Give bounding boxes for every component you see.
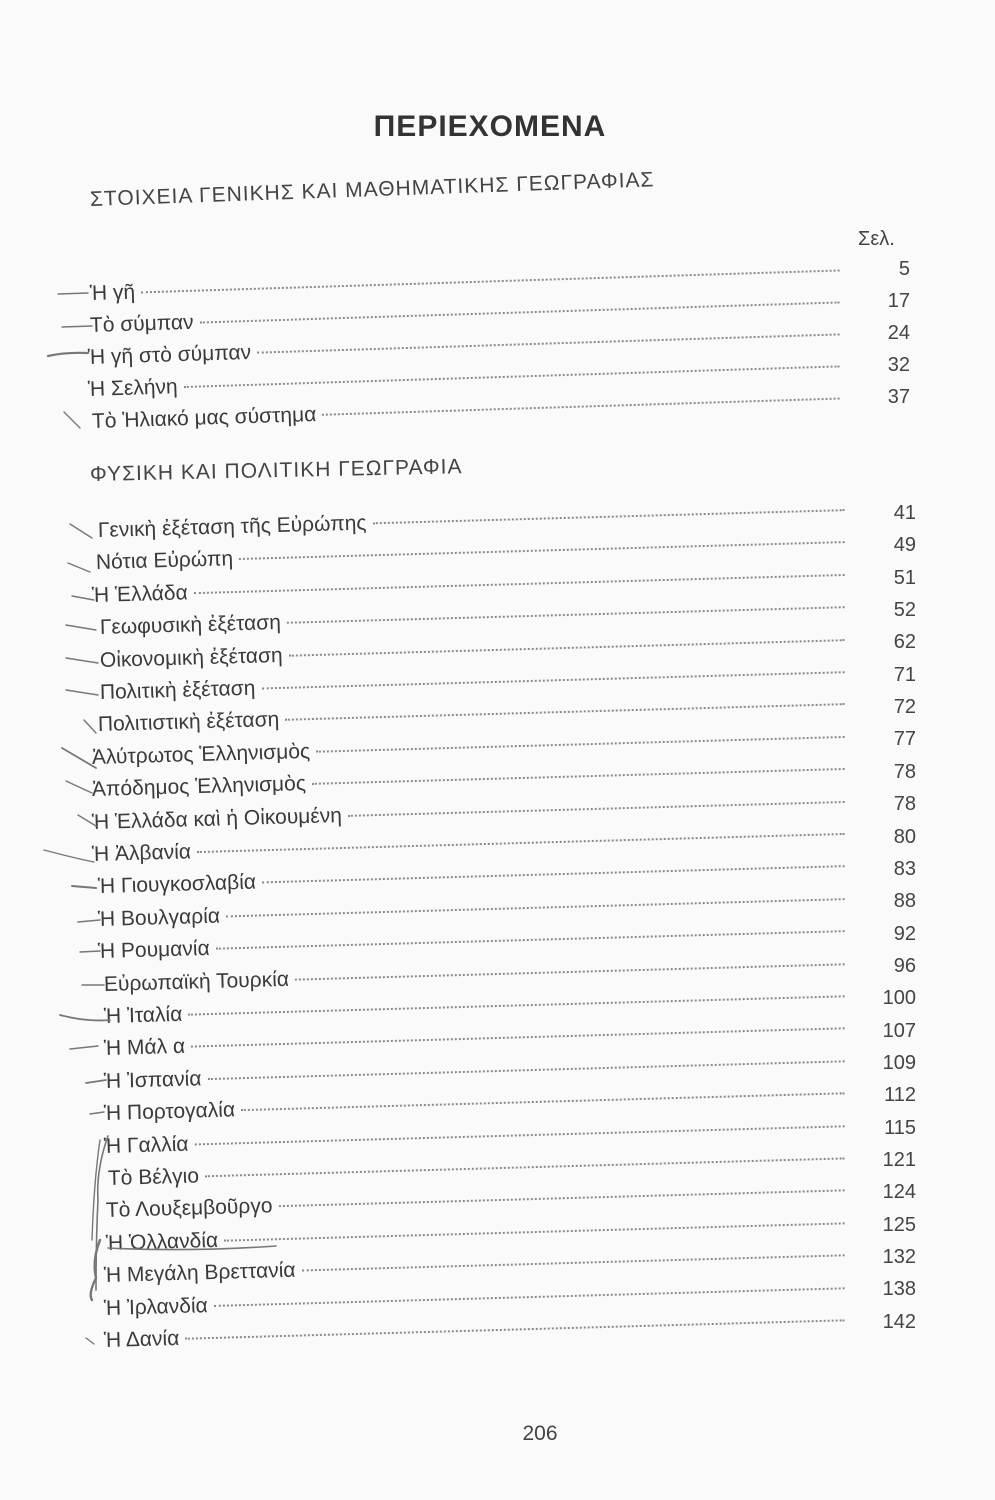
- toc-entry-page: 124: [882, 1181, 916, 1204]
- toc-leader-dots: [200, 301, 840, 323]
- toc-entry-title: Τὸ Λουξεμβοῦργο: [105, 1194, 273, 1223]
- toc-leader-dots: [295, 963, 845, 980]
- toc-entry-page: 32: [887, 354, 910, 376]
- toc-entry-page: 49: [893, 534, 916, 557]
- pencil-dash: [78, 920, 100, 922]
- toc-entry-page: 109: [882, 1051, 916, 1074]
- toc-leader-dots: [312, 768, 845, 785]
- pencil-tick: [66, 658, 98, 663]
- toc-entry-page: 78: [893, 793, 916, 816]
- toc-entry-page: 142: [882, 1310, 916, 1333]
- toc-entry-page: 78: [893, 760, 916, 783]
- toc-leader-dots: [197, 833, 845, 853]
- toc-leader-dots: [322, 398, 839, 416]
- toc-leader-dots: [372, 509, 844, 524]
- toc-leader-dots: [226, 898, 845, 917]
- toc-entry-page: 41: [893, 502, 916, 524]
- toc-entry-page: 92: [893, 922, 916, 945]
- toc-entry-page: 5: [898, 258, 910, 280]
- footer-page-number: 206: [522, 1422, 558, 1445]
- toc-entry-page: 24: [887, 322, 910, 344]
- toc-leader-dots: [257, 333, 840, 353]
- toc-entry-page: 72: [893, 696, 916, 719]
- toc-entry-page: 52: [893, 599, 916, 622]
- toc-entry-page: 37: [887, 386, 910, 408]
- pencil-dash: [62, 326, 92, 327]
- pencil-tick: [68, 563, 90, 572]
- pencil-dash: [72, 886, 96, 888]
- pencil-dash: [58, 293, 88, 294]
- toc-entry-title: Ἡ Ἰρλανδία: [103, 1293, 209, 1320]
- pencil-tick: [66, 625, 96, 630]
- toc-entry-page: 100: [882, 987, 916, 1010]
- pencil-tick: [66, 781, 92, 793]
- toc-entry-title: Ἡ Γαλλία: [103, 1132, 189, 1158]
- toc-leader-dots: [184, 365, 840, 388]
- toc-entry-page: 138: [882, 1278, 916, 1301]
- section-heading-physical-political-geography: ΦΥΣΙΚΗ ΚΑΙ ΠΟΛΙΤΙΚΗ ΓΕΩΓΡΑΦΙΑ: [89, 455, 463, 486]
- toc-entry-page: 88: [893, 890, 916, 913]
- toc-entry-title: Ἡ Ἑλλάδα καὶ ἡ Οἰκουμένη: [91, 803, 343, 834]
- toc-leader-dots: [289, 639, 845, 657]
- toc-leader-dots: [216, 930, 845, 950]
- page-title: ΠΕΡΙΕΧΟΜΕΝΑ: [373, 110, 607, 143]
- toc-entry-title: Ἡ Δανία: [103, 1326, 180, 1352]
- toc-entry-page: 132: [882, 1246, 916, 1269]
- toc-entry-title: Ἡ Πορτογαλία: [103, 1098, 236, 1126]
- toc-leader-dots: [261, 671, 844, 689]
- toc-entry-title: Οἰκονομικὴ ἐξέταση: [99, 643, 283, 672]
- toc-leader-dots: [205, 1157, 845, 1177]
- toc-entry-title: Ἡ Ὁλλανδία: [105, 1228, 219, 1255]
- toc-entry-title: Ἡ Μεγάλη Βρεττανία: [103, 1258, 296, 1288]
- toc-leader-dots: [194, 574, 845, 594]
- toc-entry-title: Ἡ Γιουγκοσλαβία: [97, 870, 257, 899]
- toc-entry-page: 71: [893, 663, 916, 686]
- toc-entry-title: Τὸ Βέλγιο: [107, 1164, 200, 1190]
- toc-entry-title: Ἡ Ἰσπανία: [103, 1067, 202, 1093]
- toc-leader-dots: [224, 1222, 845, 1241]
- toc-entry-title: Πολιτικὴ ἐξέταση: [99, 676, 256, 704]
- toc-entry-page: 107: [882, 1019, 916, 1042]
- toc-entry-title: Τὸ Ἡλιακό μας σύστημα: [91, 402, 317, 433]
- pencil-tick: [64, 412, 80, 428]
- toc-leader-dots: [301, 1254, 844, 1271]
- toc-leader-dots: [194, 1125, 844, 1145]
- toc-entry-page: 83: [893, 857, 916, 880]
- toc-leader-dots: [188, 995, 844, 1015]
- pencil-dash: [60, 1015, 110, 1020]
- toc-entry-page: 80: [893, 825, 916, 848]
- toc-entry-page: 115: [884, 1116, 916, 1139]
- toc-leader-dots: [287, 606, 845, 624]
- toc-entry-title: Ἡ Ἰταλία: [103, 1002, 183, 1028]
- toc-leader-dots: [141, 269, 839, 293]
- toc-entry-page: 96: [893, 954, 916, 977]
- toc-leader-dots: [285, 704, 844, 722]
- toc-leader-dots: [348, 801, 845, 817]
- toc-leader-dots: [191, 1028, 845, 1048]
- toc-entry-title: Ἡ Μάλ α: [103, 1035, 186, 1061]
- toc-entry-title: Ἡ Ἑλλάδα: [91, 581, 188, 607]
- pencil-dash: [70, 1046, 98, 1049]
- toc-entry-title: Ἡ Ἀλβανία: [91, 840, 192, 866]
- toc-entry-page: 17: [887, 290, 910, 312]
- pencil-vertical-line: [92, 1140, 100, 1240]
- toc-entry-page: 121: [882, 1149, 916, 1171]
- toc-entry-page: 112: [884, 1084, 916, 1107]
- toc-entry-title: Ἀπόδημος Ἑλληνισμὸς: [91, 772, 307, 802]
- toc-entry-page: 125: [882, 1213, 916, 1236]
- toc-entry-title: Γεωφυσικὴ ἐξέταση: [99, 611, 282, 640]
- toc-leader-dots: [241, 1092, 845, 1111]
- toc-entry-title: Ἡ γῆ: [89, 280, 136, 305]
- toc-leader-dots: [207, 1060, 844, 1080]
- toc-leader-dots: [214, 1287, 845, 1307]
- toc-entry-title: Τὸ σύμπαν: [89, 310, 194, 337]
- toc-leader-dots: [316, 736, 845, 753]
- pencil-tick: [70, 524, 92, 538]
- page-column-label: Σελ.: [858, 228, 895, 250]
- toc-entry-title: Νότια Εὐρώπη: [95, 547, 234, 575]
- pencil-tick: [84, 720, 96, 733]
- toc-leader-dots: [239, 541, 845, 560]
- toc-entry-title: Ἡ γῆ στὸ σύμπαν: [87, 340, 252, 369]
- toc-leader-dots: [185, 1319, 844, 1339]
- pencil-dash: [44, 850, 94, 862]
- toc-entry-title: Γενικὴ ἐξέταση τῆς Εὐρώπης: [97, 511, 367, 542]
- toc-entry-title: Ἀλύτρωτος Ἑλληνισμὸς: [91, 739, 311, 769]
- toc-leader-dots: [278, 1190, 844, 1208]
- pencil-dash: [90, 1112, 104, 1114]
- pencil-scribble: [91, 1240, 100, 1300]
- pencil-tick: [72, 596, 94, 600]
- pencil-tick: [86, 1338, 94, 1344]
- toc-leader-dots: [262, 866, 845, 884]
- toc-entry-title: Εὐρωπαϊκὴ Τουρκία: [103, 967, 290, 996]
- toc-entry-title: Ἡ Σελήνη: [87, 375, 179, 401]
- toc-entry-title: Ἡ Ρουμανία: [97, 937, 210, 964]
- toc-entry-page: 62: [893, 631, 916, 654]
- toc-entry-title: Πολιτιστικὴ ἐξέταση: [97, 708, 280, 737]
- toc-entry-page: 51: [893, 566, 916, 589]
- toc-entry-page: 77: [893, 728, 916, 751]
- pencil-dash: [48, 353, 88, 356]
- pencil-tick: [66, 690, 98, 695]
- section-heading-general-geography: ΣΤΟΙΧΕΙΑ ΓΕΝΙΚΗΣ ΚΑΙ ΜΑΘΗΜΑΤΙΚΗΣ ΓΕΩΓΡΑΦΙΑΣ: [89, 168, 655, 211]
- toc-entry-title: Ἡ Βουλγαρία: [97, 904, 221, 931]
